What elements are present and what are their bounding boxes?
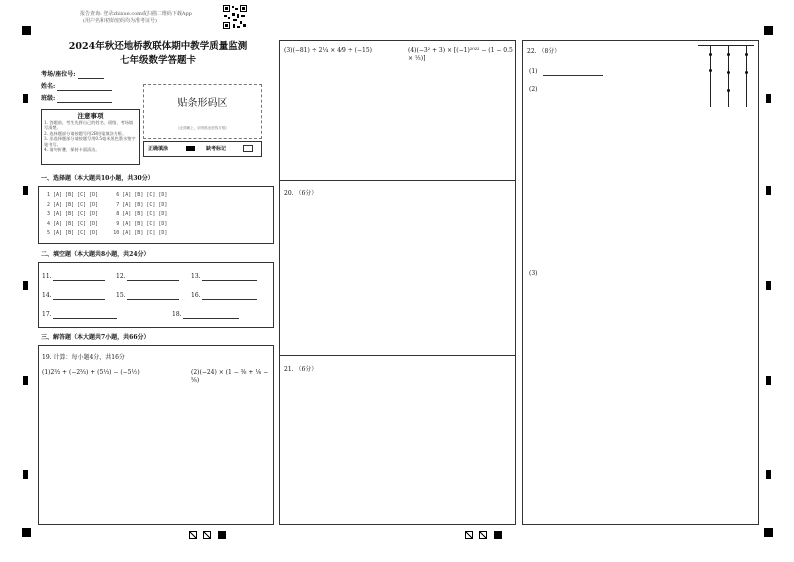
- notes-box: [41, 109, 140, 165]
- mc-box: [38, 186, 274, 244]
- mc-row[interactable]: 5 [A] [B] [C] [D] 10 [A] [B] [C] [D]: [47, 230, 168, 236]
- diagram-point: [745, 53, 748, 56]
- page-mark-hatched: [479, 531, 487, 539]
- section3-title: 三、解答题（本大题共7小题，共66分）: [41, 334, 150, 341]
- corner-mark-bottom-right: [764, 528, 773, 537]
- mc-row[interactable]: 3 [A] [B] [C] [D] 8 [A] [B] [C] [D]: [47, 211, 168, 217]
- note-item: 2. 选择题部分请按题号用2B铅笔填涂方框。: [44, 130, 127, 136]
- absent-mark-label: 缺考标记: [206, 146, 227, 152]
- seat-label: 考场/座位号:: [41, 71, 76, 78]
- absent-mark-checkbox[interactable]: [243, 145, 253, 152]
- blank-16[interactable]: [191, 292, 257, 300]
- diagram-point: [727, 53, 730, 56]
- q22-sub1[interactable]: [529, 68, 603, 76]
- blank-label: 18.: [172, 311, 182, 318]
- report-notice-line2: (用户名和初始密码均为准考证号): [83, 18, 157, 24]
- correct-fill-label: 正确填涂: [148, 146, 169, 152]
- timing-mark: [23, 376, 28, 385]
- name-label: 姓名:: [41, 83, 56, 90]
- q19-part4: (4)(−3² + 3) × [(−1)²⁰²² − (1 − 0.5 × ⅓)]: [408, 47, 513, 62]
- blank-label: 12.: [116, 273, 126, 280]
- timing-mark: [766, 281, 771, 290]
- blank-label: 15.: [116, 292, 126, 299]
- blank-15[interactable]: [116, 292, 179, 300]
- timing-mark: [23, 470, 28, 479]
- mc-row[interactable]: 1 [A] [B] [C] [D] 6 [A] [B] [C] [D]: [47, 192, 168, 198]
- blank-label: 13.: [191, 273, 201, 280]
- q22-label: 22. （8分）: [527, 48, 561, 55]
- diagram-point: [727, 89, 730, 92]
- blank-box: [38, 262, 274, 328]
- class-label: 班级:: [41, 95, 56, 102]
- blank-18[interactable]: [172, 311, 239, 319]
- answer-box-19[interactable]: [38, 345, 274, 525]
- q22-sub2-label: (2): [529, 86, 538, 93]
- answer-box-22[interactable]: [522, 40, 759, 525]
- card-title: 七年级数学答题卡: [119, 55, 196, 66]
- q20-label: 20. （6分）: [284, 190, 318, 197]
- timing-mark: [766, 94, 771, 103]
- q19-part3: (3)(−81) ÷ 2¼ × 4⁄9 ÷ (−15): [284, 47, 372, 54]
- note-item: 4. 请勿折叠，保持卡面清洁。: [44, 147, 100, 153]
- correct-fill-sample: [186, 146, 195, 151]
- timing-mark: [23, 281, 28, 290]
- barcode-note: (正面朝上，切勿贴出虚线方框): [178, 126, 227, 130]
- exam-title: 2024年秋还地桥教联体期中教学质量监测: [68, 41, 248, 52]
- barcode-title: 贴条形码区: [177, 98, 228, 109]
- qr-code-icon: [222, 4, 248, 30]
- diagram-point: [709, 53, 712, 56]
- seat-blank[interactable]: [78, 78, 104, 79]
- class-blank[interactable]: [57, 102, 112, 103]
- notes-title: 注意事项: [77, 112, 104, 120]
- diagram-point: [727, 71, 730, 74]
- q19-part1: (1)2⅔ + (−2⅔) + (5⅓) − (−5½): [42, 369, 140, 376]
- barcode-area: [143, 84, 262, 139]
- page-mark-hatched: [189, 531, 197, 539]
- blank-13[interactable]: [191, 273, 257, 281]
- timing-mark: [766, 470, 771, 479]
- class-field[interactable]: [41, 95, 112, 103]
- corner-mark-bottom-left: [22, 528, 31, 537]
- diagram-point: [709, 69, 712, 72]
- q22-sub1-label: (1): [529, 68, 538, 75]
- timing-mark: [766, 186, 771, 195]
- q19-label: 19. 计算：每小题4分，共16分: [42, 354, 125, 361]
- corner-mark-top-left: [22, 26, 31, 35]
- name-blank[interactable]: [57, 90, 112, 91]
- q19-part2: (2)(−24) × (1 − ⅜ + ⅙ − ⅝): [191, 369, 269, 384]
- blank-17[interactable]: [42, 311, 117, 319]
- blank-12[interactable]: [116, 273, 179, 281]
- timing-mark: [23, 94, 28, 103]
- section1-title: 一、选择题（本大题共10小题，共30分）: [41, 175, 154, 182]
- corner-mark-top-right: [764, 26, 773, 35]
- answer-box-20[interactable]: [279, 180, 516, 356]
- timing-mark: [766, 376, 771, 385]
- page-mark-solid: [218, 531, 226, 539]
- mc-row[interactable]: 2 [A] [B] [C] [D] 7 [A] [B] [C] [D]: [47, 201, 168, 208]
- timing-mark: [23, 186, 28, 195]
- blank-label: 16.: [191, 292, 201, 299]
- mc-row[interactable]: 4 [A] [B] [C] [D] 9 [A] [B] [C] [D]: [47, 220, 168, 227]
- answer-box-21[interactable]: [279, 355, 516, 525]
- page-mark-hatched: [465, 531, 473, 539]
- blank-label: 17.: [42, 311, 52, 318]
- page-mark-hatched: [203, 531, 211, 539]
- section2-title: 二、填空题（本大题共8小题，共24分）: [41, 251, 150, 258]
- note-item: 1. 答题前，考生先将自己的姓名、班级、考场填写清楚。: [44, 120, 134, 131]
- blank-14[interactable]: [42, 292, 105, 300]
- blank-label: 11.: [42, 273, 52, 280]
- blank-label: 14.: [42, 292, 52, 299]
- fill-example: [143, 141, 262, 157]
- answer-box-19-continued[interactable]: [279, 40, 516, 181]
- diagram-point: [745, 71, 748, 74]
- seat-field[interactable]: [41, 71, 104, 79]
- report-notice-line1: 报告查询: 登录zhixue.com或扫描二维码下载App: [80, 11, 192, 17]
- note-item: 3. 非选择题部分请按题号用0.5毫米黑色墨水签字笔书写。: [44, 136, 136, 147]
- name-field[interactable]: [41, 83, 112, 91]
- q22-sub3-label: (3): [529, 270, 538, 277]
- q21-label: 21. （6分）: [284, 366, 318, 373]
- page-mark-solid: [494, 531, 502, 539]
- blank-11[interactable]: [42, 273, 105, 281]
